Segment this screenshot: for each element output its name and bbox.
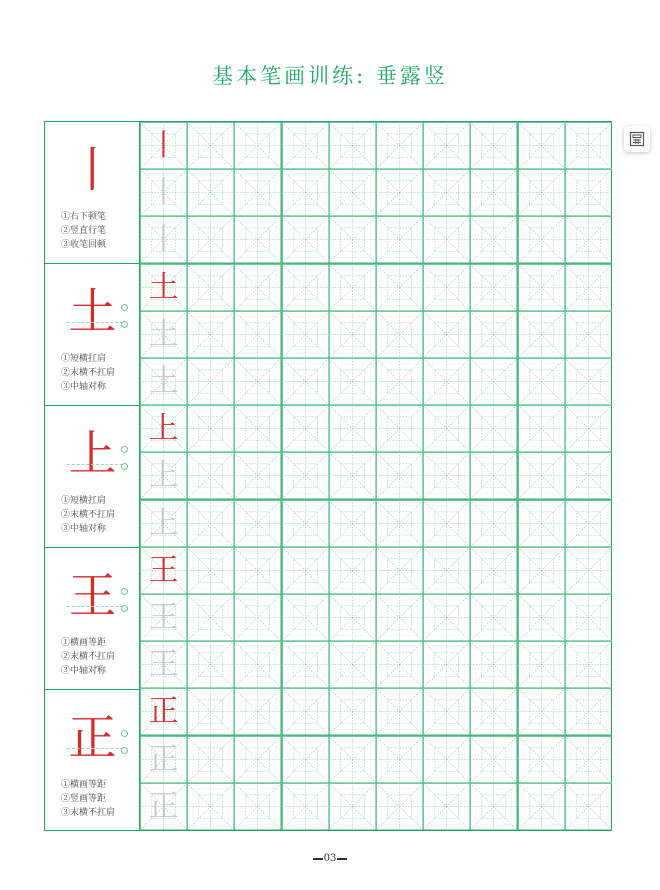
practice-cell[interactable] [565,688,612,735]
tracing-character: 正 [148,788,179,824]
reference-column [45,122,140,830]
tracing-character: 王 [148,600,179,635]
practice-cell[interactable] [234,264,281,311]
practice-cell[interactable] [187,500,234,547]
practice-cell[interactable] [282,594,329,641]
practice-cell[interactable] [470,358,517,405]
reference-character: 正 [68,710,117,766]
practice-cell[interactable] [376,452,423,499]
technique-note: ②末横不扛肩 [61,652,116,662]
model-character: 丨 [148,128,179,163]
practice-cell[interactable] [329,452,376,499]
technique-note: ③中轴对称 [61,666,107,676]
guide-line [67,322,123,323]
practice-cell[interactable] [376,641,423,688]
practice-cell[interactable] [329,736,376,783]
page-number [0,853,660,864]
practice-cell[interactable] [329,264,376,311]
reference-character: 上 [68,426,117,482]
tracing-character: 土 [148,316,179,352]
practice-cell[interactable] [423,264,470,311]
reference-character: 王 [68,568,117,624]
practice-cell[interactable] [282,500,329,547]
practice-cell[interactable] [423,358,470,405]
practice-cell[interactable] [187,405,234,452]
technique-notes [61,494,115,536]
practice-cell[interactable] [376,216,423,263]
stroke-order-marker-icon [121,304,128,311]
practice-cell[interactable] [329,358,376,405]
guide-line [67,606,123,607]
practice-cell[interactable] [329,641,376,688]
practice-cell[interactable] [187,547,234,594]
practice-cell[interactable] [329,594,376,641]
practice-cell[interactable] [518,641,565,688]
practice-cell[interactable] [565,264,612,311]
practice-cell[interactable] [187,452,234,499]
practice-cell[interactable] [565,311,612,358]
practice-cell[interactable] [187,122,234,169]
page-title: 基本笔画训练: 垂露竖 [212,64,448,88]
practice-cell[interactable] [518,594,565,641]
practice-cell[interactable] [470,688,517,735]
reference-block [45,122,139,264]
practice-cell[interactable] [140,122,187,169]
practice-cell[interactable] [282,216,329,263]
practice-cell[interactable] [376,594,423,641]
reference-character: 丨 [68,142,117,198]
practice-cell[interactable] [518,311,565,358]
practice-cell[interactable] [470,594,517,641]
technique-note: ③中轴对称 [61,524,107,534]
practice-cell[interactable] [470,783,517,830]
reference-character: 土 [68,284,117,340]
practice-cell[interactable] [282,358,329,405]
practice-cell[interactable] [565,452,612,499]
practice-cell[interactable] [376,169,423,216]
tracing-character: 上 [148,458,179,494]
technique-note: ①横画等距 [61,638,107,648]
practice-cell[interactable] [282,169,329,216]
technique-note: ③收笔回顿 [61,240,107,250]
practice-cell[interactable] [234,216,281,263]
tracing-character: 丨 [148,175,179,211]
technique-notes [61,778,115,820]
practice-cell[interactable] [423,783,470,830]
technique-note: ①横画等距 [61,780,107,790]
practice-cell[interactable] [470,216,517,263]
technique-notes [61,352,115,394]
practice-cell[interactable] [140,311,187,358]
practice-cell[interactable] [140,547,187,594]
stroke-order-marker-icon [121,605,128,612]
practice-cell[interactable] [470,169,517,216]
technique-note: ②竖画等距 [61,794,107,804]
practice-cell[interactable] [187,641,234,688]
practice-cell[interactable] [376,500,423,547]
tracing-character: 丨 [148,222,179,258]
technique-note: ②竖直行笔 [61,226,107,236]
practice-cell[interactable] [565,783,612,830]
practice-cell[interactable] [234,311,281,358]
practice-cell[interactable] [234,169,281,216]
practice-cell[interactable] [187,783,234,830]
practice-cell[interactable] [140,688,187,735]
practice-cell[interactable] [423,736,470,783]
practice-cell[interactable] [187,594,234,641]
guide-line [67,464,123,465]
practice-cell[interactable] [234,736,281,783]
stroke-order-marker-icon [121,321,128,328]
practice-cell[interactable] [376,736,423,783]
practice-cell[interactable] [140,783,187,830]
practice-cell[interactable] [470,264,517,311]
practice-cell[interactable] [234,122,281,169]
practice-cell[interactable] [565,216,612,263]
practice-cell[interactable] [518,736,565,783]
technique-notes [61,210,106,252]
practice-cell[interactable] [329,688,376,735]
practice-cell[interactable] [423,216,470,263]
practice-cell[interactable] [518,122,565,169]
practice-cell[interactable] [518,783,565,830]
practice-cell[interactable] [518,500,565,547]
practice-cell[interactable] [423,311,470,358]
practice-cell[interactable] [234,594,281,641]
stroke-order-marker-icon [121,446,128,453]
practice-cell[interactable] [140,500,187,547]
practice-cell[interactable] [140,641,187,688]
practice-cell[interactable] [470,641,517,688]
grid-view-button[interactable] [624,126,650,152]
practice-cell[interactable] [565,594,612,641]
reference-block [45,690,139,832]
reference-block [45,406,139,548]
stroke-order-marker-icon [121,730,128,737]
practice-cell[interactable] [234,641,281,688]
practice-cell[interactable] [329,405,376,452]
practice-cell[interactable] [140,216,187,263]
practice-cell[interactable] [376,688,423,735]
practice-cell[interactable] [187,358,234,405]
practice-cell[interactable] [470,547,517,594]
practice-cell[interactable] [423,688,470,735]
practice-cell[interactable] [423,405,470,452]
practice-cell[interactable] [518,264,565,311]
practice-cell[interactable] [376,405,423,452]
page-number-text: 03 [323,853,337,864]
practice-sheet [44,121,612,831]
guide-line [67,748,123,749]
tracing-character: 土 [148,364,179,399]
practice-cell[interactable] [282,311,329,358]
practice-cell[interactable] [423,169,470,216]
grid-view-icon [629,131,645,147]
practice-cell[interactable] [565,358,612,405]
practice-cell[interactable] [565,547,612,594]
practice-cell[interactable] [329,311,376,358]
practice-cell[interactable] [234,783,281,830]
practice-cell[interactable] [329,216,376,263]
practice-cell[interactable] [565,405,612,452]
practice-cell[interactable] [140,264,187,311]
practice-cell[interactable] [518,547,565,594]
practice-cell[interactable] [140,405,187,452]
practice-cell[interactable] [423,452,470,499]
practice-cell[interactable] [187,169,234,216]
practice-cell[interactable] [187,264,234,311]
model-character: 土 [148,269,179,305]
practice-cell[interactable] [423,547,470,594]
practice-cell[interactable] [140,169,187,216]
practice-cell[interactable] [376,264,423,311]
practice-cell[interactable] [329,547,376,594]
tracing-character: 王 [148,647,179,683]
practice-cell[interactable] [329,122,376,169]
practice-cell[interactable] [234,500,281,547]
practice-cell[interactable] [187,311,234,358]
technique-note: ②末横不扛肩 [61,368,116,378]
practice-cell[interactable] [470,500,517,547]
practice-cell[interactable] [518,358,565,405]
technique-note: ①短横扛肩 [61,496,107,506]
practice-cell[interactable] [565,169,612,216]
model-character: 王 [148,552,179,588]
reference-block [45,264,139,406]
practice-cell[interactable] [470,452,517,499]
stroke-order-marker-icon [121,747,128,754]
stroke-order-marker-icon [121,463,128,470]
reference-block [45,548,139,690]
practice-cell[interactable] [187,688,234,735]
practice-cell[interactable] [376,547,423,594]
practice-cell[interactable] [282,783,329,830]
practice-cell[interactable] [282,547,329,594]
practice-cell[interactable] [282,452,329,499]
practice-cell[interactable] [234,688,281,735]
practice-cell[interactable] [470,311,517,358]
practice-cell[interactable] [140,452,187,499]
practice-cell[interactable] [518,216,565,263]
practice-cell[interactable] [376,122,423,169]
practice-cell[interactable] [234,452,281,499]
practice-cell[interactable] [234,547,281,594]
practice-cell[interactable] [329,169,376,216]
practice-cell[interactable] [187,216,234,263]
practice-cell[interactable] [376,783,423,830]
practice-cell[interactable] [282,641,329,688]
tracing-character: 上 [148,505,179,541]
practice-cell[interactable] [376,358,423,405]
practice-cell[interactable] [470,122,517,169]
practice-cell[interactable] [423,500,470,547]
practice-cell[interactable] [565,122,612,169]
practice-cell[interactable] [470,736,517,783]
practice-cell[interactable] [565,500,612,547]
practice-cell[interactable] [282,405,329,452]
technique-note: ③中轴对称 [61,382,107,392]
technique-note: ①右下顿笔 [61,212,107,222]
practice-cell[interactable] [282,122,329,169]
practice-cell[interactable] [282,264,329,311]
practice-cell[interactable] [187,736,234,783]
technique-notes [61,636,115,678]
model-character: 上 [148,411,179,447]
practice-cell[interactable] [470,405,517,452]
practice-cell[interactable] [140,736,187,783]
technique-note: ①短横扛肩 [61,354,107,364]
practice-cell[interactable] [518,169,565,216]
practice-cell[interactable] [282,736,329,783]
model-character: 正 [148,694,179,730]
tracing-character: 正 [148,741,179,777]
practice-cell[interactable] [565,641,612,688]
practice-cell[interactable] [376,311,423,358]
practice-cell[interactable] [423,641,470,688]
practice-cell[interactable] [140,358,187,405]
practice-cell[interactable] [518,405,565,452]
practice-cell[interactable] [518,688,565,735]
practice-cell[interactable] [329,783,376,830]
practice-cell[interactable] [140,594,187,641]
technique-note: ②末横不扛肩 [61,510,116,520]
practice-cell[interactable] [329,500,376,547]
practice-cell[interactable] [565,736,612,783]
practice-cell[interactable] [423,594,470,641]
practice-cell[interactable] [234,405,281,452]
practice-grid [140,122,612,830]
practice-cell[interactable] [282,688,329,735]
technique-note: ③末横不扛肩 [61,808,116,818]
practice-cell[interactable] [423,122,470,169]
practice-cell[interactable] [234,358,281,405]
stroke-order-marker-icon [121,588,128,595]
practice-cell[interactable] [518,452,565,499]
